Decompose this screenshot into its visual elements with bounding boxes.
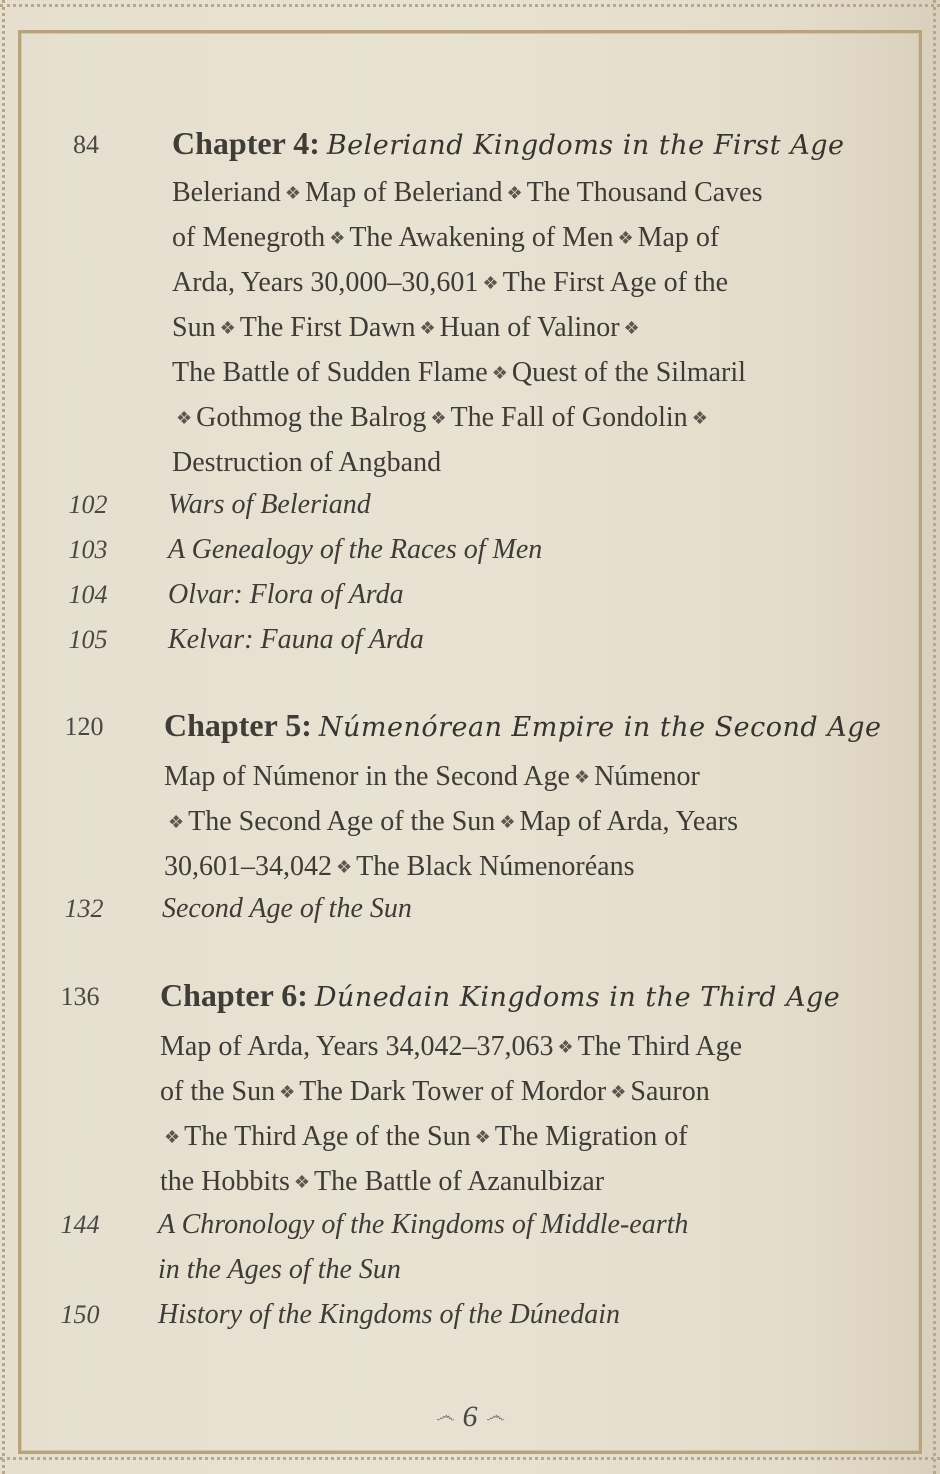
ornament-icon: ❖ <box>623 318 640 338</box>
ornament-icon: ❖ <box>168 812 185 832</box>
subentry-title: History of the Kingdoms of the Dúnedain <box>158 1299 620 1330</box>
contents-topic: The First Age of the <box>502 267 729 298</box>
subentry-page-number: 150 <box>60 1300 100 1329</box>
contents-topic: Map of Beleriand <box>304 177 503 208</box>
chapter-page-number: 136 <box>60 982 100 1011</box>
ornament-icon: ❖ <box>419 318 436 338</box>
contents-line <box>160 1120 688 1154</box>
contents-line <box>164 850 635 884</box>
page-folio <box>0 1400 940 1434</box>
subentry-page-number: 132 <box>64 894 104 923</box>
subentry-title: Second Age of the Sun <box>162 893 412 924</box>
contents-line <box>164 760 700 794</box>
contents-topic: Huan of Valinor <box>439 312 620 343</box>
ornament-icon: ❖ <box>557 1037 574 1057</box>
contents-topic: Map of Arda, Years <box>519 806 738 837</box>
contents-line <box>172 356 746 390</box>
ornament-icon: ❖ <box>573 767 591 787</box>
contents-topic: 30,601–34,042 <box>164 851 332 882</box>
chapter-label: Chapter 5: <box>164 707 312 743</box>
chapter-heading <box>164 708 882 745</box>
subentry-title: Olvar: Flora of Arda <box>168 579 404 610</box>
contents-topic: The Battle of Sudden Flame <box>172 357 488 388</box>
ornament-icon: ❖ <box>329 228 346 248</box>
ornament-icon: ❖ <box>610 1082 627 1102</box>
contents-line <box>172 446 441 480</box>
left-dotted-border <box>2 0 5 1474</box>
ornament-icon: ❖ <box>482 273 499 293</box>
chapter-label: Chapter 6: <box>160 977 308 1013</box>
contents-topic: The Awakening of Men <box>349 222 614 253</box>
contents-line <box>172 401 712 435</box>
contents-topic: The Second Age of the Sun <box>188 806 496 837</box>
subentry-title: A Chronology of the Kingdoms of Middle-earth <box>158 1209 689 1240</box>
contents-topic: The First Dawn <box>239 312 416 343</box>
swirl-left-icon: ෴ <box>435 1405 455 1427</box>
folio-number: 6 <box>462 1400 478 1433</box>
contents-topic: the Hobbits <box>160 1166 290 1197</box>
ornament-icon: ❖ <box>176 408 193 428</box>
subentry-page-number: 103 <box>68 535 108 564</box>
subentry-page-number: 102 <box>68 490 108 519</box>
chapter-title: Beleriand Kingdoms in the First Age <box>326 130 845 161</box>
chapter-heading <box>172 126 844 163</box>
ornament-icon: ❖ <box>499 812 516 832</box>
contents-topic: Arda, Years 30,000–30,601 <box>172 267 479 298</box>
ornament-icon: ❖ <box>164 1127 181 1147</box>
ornament-icon: ❖ <box>474 1127 491 1147</box>
contents-topic: of Menegroth <box>172 222 326 253</box>
contents-line <box>160 1030 742 1064</box>
ornament-icon: ❖ <box>506 183 523 203</box>
contents-line <box>172 311 644 345</box>
right-dotted-border <box>933 0 936 1474</box>
chapter-page-number: 120 <box>64 712 104 741</box>
contents-topic: Sun <box>172 312 216 343</box>
subentry-page-number: 104 <box>68 580 108 609</box>
chapter-label: Chapter 4: <box>172 125 320 161</box>
contents-line <box>164 805 738 839</box>
contents-topic: The Fall of Gondolin <box>450 402 688 433</box>
subentry-title: Wars of Beleriand <box>168 489 371 520</box>
subentry-page-number: 105 <box>68 625 108 654</box>
contents-topic: Map of Arda, Years 34,042–37,063 <box>160 1031 554 1062</box>
contents-topic: The Thousand Caves <box>526 177 763 208</box>
contents-line <box>160 1075 710 1109</box>
subentry-title: A Genealogy of the Races of Men <box>168 534 543 565</box>
contents-topic: The Dark Tower of Mordor <box>299 1076 607 1107</box>
contents-topic: Map of Númenor in the Second Age <box>164 761 570 792</box>
contents-topic: Gothmog the Balrog <box>196 402 427 433</box>
ornament-icon: ❖ <box>279 1082 296 1102</box>
contents-topic: The Third Age of the Sun <box>184 1121 471 1152</box>
contents-line <box>172 221 719 255</box>
chapter-title: Númenórean Empire in the Second Age <box>318 712 882 743</box>
contents-topic: Sauron <box>630 1076 710 1107</box>
ornament-icon: ❖ <box>491 363 508 383</box>
contents-topic: Map of <box>637 222 720 253</box>
subentry-page-number: 144 <box>60 1210 100 1239</box>
contents-topic: The Migration of <box>494 1121 688 1152</box>
contents-topic: The Battle of Azanulbizar <box>314 1166 605 1197</box>
ornament-icon: ❖ <box>293 1172 311 1192</box>
subentry-title: Kelvar: Fauna of Arda <box>168 624 424 655</box>
chapter-title: Dúnedain Kingdoms in the Third Age <box>314 982 841 1013</box>
chapter-heading <box>160 978 840 1015</box>
ornament-icon: ❖ <box>430 408 447 428</box>
top-dotted-border <box>0 4 940 7</box>
ornament-icon: ❖ <box>336 857 353 877</box>
contents-topic: The Third Age <box>577 1031 743 1062</box>
chapter-page-number: 84 <box>73 130 99 159</box>
contents-topic: Númenor <box>594 761 700 792</box>
ornament-icon: ❖ <box>284 183 301 203</box>
contents-topic: Destruction of Angband <box>172 447 442 478</box>
contents-line <box>172 176 763 210</box>
contents-topic: The Black Númenoréans <box>356 851 635 882</box>
subentry-title-continued: in the Ages of the Sun <box>158 1254 401 1285</box>
contents-line <box>172 266 728 300</box>
ornament-icon: ❖ <box>691 408 708 428</box>
ornament-icon: ❖ <box>617 228 634 248</box>
contents-topic: Beleriand <box>172 177 281 208</box>
contents-topic: of the Sun <box>160 1076 276 1107</box>
bottom-dotted-border <box>0 1457 940 1460</box>
ornament-icon: ❖ <box>219 318 236 338</box>
swirl-right-icon: ෴ <box>485 1405 505 1427</box>
contents-topic: Quest of the Silmaril <box>511 357 746 388</box>
contents-line <box>160 1165 604 1199</box>
